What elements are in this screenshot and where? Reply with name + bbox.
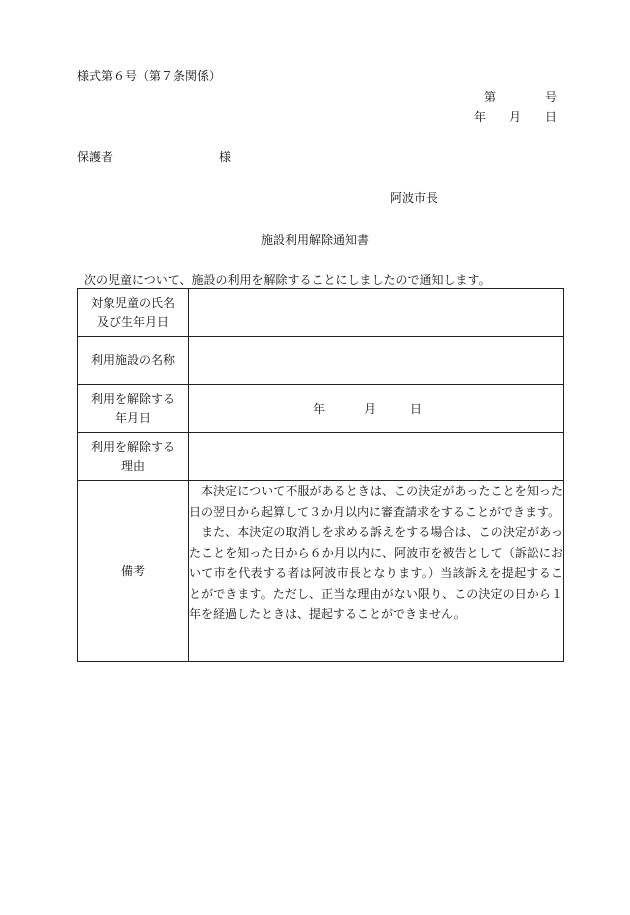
label-line: 年月日 [114, 410, 151, 425]
label-line: 及び生年月日 [96, 314, 169, 329]
label-line: 備考 [120, 563, 145, 578]
label-line: 対象児童の氏名 [90, 295, 175, 310]
remarks-paragraph: 本決定について不服があるときは、この決定があったことを知った日の翌日から起算して３か月以内に審査請求をすることができます。 [189, 484, 563, 519]
table-row [78, 289, 564, 337]
document-number-prefix: 第 [484, 90, 497, 104]
cancellation-date-label [78, 385, 189, 433]
facility-name-value [189, 337, 564, 385]
remarks-label [78, 481, 189, 662]
form-number: 様式第６号（第７条関係） [77, 69, 222, 83]
cancellation-month-label: 月 [364, 401, 377, 416]
cancellation-reason-value [189, 433, 564, 481]
intro-text: 次の児童について、施設の利用を解除することにしましたので通知します。 [84, 273, 491, 287]
guardian-honorific: 様 [219, 150, 232, 164]
label-line: 理由 [120, 458, 145, 473]
child-name-birthdate-value [189, 289, 564, 337]
date-year-label: 年 [474, 110, 487, 124]
facility-name-label [78, 337, 189, 385]
table-row [78, 433, 564, 481]
table-row [78, 481, 564, 662]
notice-table [77, 288, 564, 662]
date-day-label: 日 [545, 110, 558, 124]
label-line: 利用施設の名称 [90, 353, 175, 367]
child-name-birthdate-label [78, 289, 189, 337]
document-number-suffix: 号 [545, 90, 558, 104]
cancellation-reason-label [78, 433, 189, 481]
table-row [78, 337, 564, 385]
cancellation-date-value [189, 385, 564, 433]
cancellation-year-label: 年 [313, 401, 326, 416]
table-row [78, 385, 564, 433]
label-line: 利用を解除する [90, 391, 175, 406]
document-title: 施設利用解除通知書 [260, 233, 369, 247]
date-month-label: 月 [509, 110, 522, 124]
guardian-label: 保護者 [77, 150, 114, 164]
remarks-paragraph: また、本決定の取消しを求める訴えをする場合は、この決定があったことを知った日から６か月以内に、阿波市を被告として（訴訟において市を代表する者は阿波市長となります。）当該訴えを提起することができます。ただし、正当な理由がない限り、この決定の日から１年を経過したときは、提起することができません。 [189, 525, 563, 621]
label-line: 利用を解除する [90, 439, 175, 454]
cancellation-day-label: 日 [410, 401, 423, 416]
remarks-value [189, 481, 564, 662]
issuer-name: 阿波市長 [390, 191, 439, 205]
